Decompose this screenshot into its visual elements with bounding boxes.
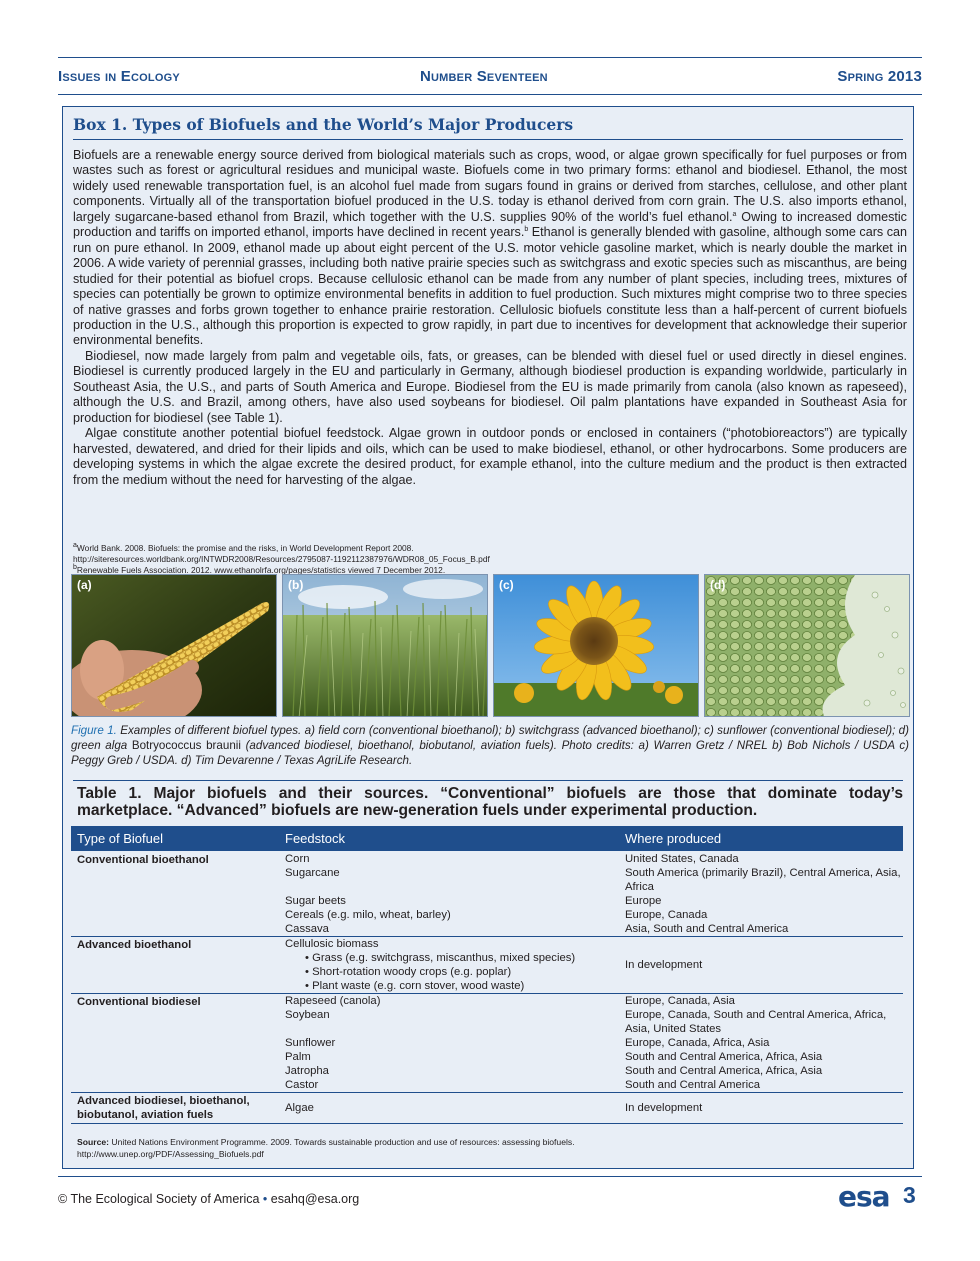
esa-logo: esa [838,1180,890,1213]
where-cell: Europe, Canada, Asia [625,995,735,1007]
photo-switchgrass [282,574,488,717]
journal-name: Issues in Ecology [58,68,180,85]
feedstock-cell [285,937,625,993]
box-title: Box 1. Types of Biofuels and the World’s Major Producers [73,115,574,134]
footnote-b-text: Renewable Fuels Association. 2012. www.ethanolrfa.org/pages/statistics viewed 7 December 2012. [76,565,446,576]
where-cell: South and Central America, Africa, Asia [625,1051,823,1063]
footnote-a-mark: a [73,542,77,550]
caption-text-1: Examples of different biofuel types. a) field corn (conventional bioethanol); b) switchgrass (advanced bioethanol); c) sunflower (conventional biodiesel); d) green alga [71,724,909,752]
table-group [71,852,903,937]
feedstock-cell: Palm [285,1051,311,1063]
photo-label-c: (c) [499,578,514,592]
source-label: Source: [77,1137,109,1147]
feedstock-cell: Jatropha [285,1065,329,1077]
feedstock-cell: Cassava [285,923,329,935]
switchgrass-image [283,575,488,717]
table-row [71,1036,903,1050]
photo-corn [71,574,277,717]
photo-sunflower [493,574,699,717]
photo-label-b: (b) [288,578,304,592]
col-where-header: Where produced [625,831,722,846]
source-url[interactable]: http://www.unep.org/PDF/Assessing_Biofuels.pdf [77,1148,264,1159]
feedstock-cell: Sugarcane [285,867,340,879]
where-cell: In development [625,1102,703,1114]
table-row [71,1078,903,1092]
box-1 [62,106,914,1169]
footnote-a-url[interactable]: http://siteresources.worldbank.org/INTWDR2008/Resources/2795087-1192112387976/WDR08_05_Focus_B.pdf [73,554,490,565]
footer-bullet: • [262,1192,268,1206]
biofuel-type: Conventional biodiesel [77,996,201,1008]
table-source [77,1137,903,1160]
where-cell: South and Central America, Africa, Asia [625,1065,823,1077]
alga-image [705,575,910,717]
feedstock-main: Cellulosic biomass [285,938,379,950]
table-group [71,937,903,994]
photo-label-d: (d) [710,578,726,592]
figure-label: Figure 1. [71,724,117,737]
caption-text-2: (advanced biodiesel, bioethanol, biobutanol, aviation fuels). Photo credits: a) Warren Gretz / NREL b) Bob Nichols / USDA c) Peggy Greb / USDA. d) Tim Devarenne / Texas AgriLife Research. [71,739,909,767]
biofuel-type: Advanced bioethanol [77,939,192,951]
running-header [58,68,922,88]
header-bottom-rule [58,94,922,95]
sunflower-image [494,575,699,717]
table-header [71,826,903,851]
footnotes [73,543,907,577]
box-body [73,148,907,488]
photo-label-a: (a) [77,578,92,592]
col-type-header: Type of Biofuel [77,831,163,846]
feedstock-cell: Sunflower [285,1037,336,1049]
where-cell: South and Central America [625,1079,761,1091]
footer-rule [58,1176,922,1177]
biofuel-type: Conventional bioethanol [77,854,209,866]
feedstock-cell: Sugar beets [285,895,346,907]
table-row [71,894,903,908]
table-row [71,1050,903,1064]
footnote-a-text: World Bank. 2008. Biofuels: the promise and the risks, in World Development Report 2008. [76,543,414,553]
col-feedstock-header: Feedstock [285,831,345,846]
paragraph-1-part-c: Ethanol is generally blended with gasoline, although some cars can run on pure ethanol. In 2009, ethanol made up about eight percent of the U.S. motor vehicle gasoline market, which is nearly double the market in 2006. A wide variety of perennial grasses, including both native prairie species such as switchgrass and exotic species such as miscanthus, are being studied for their potential as biofuel crops. Because cellulosic ethanol can be made from any number of plant species, including trees, mixtures of species can potentially be grown to optimize environmental benefits in addition to fuel production. Such mixtures might comprise two to three species of native grasses and forbs grown together to enhance prairie restoration. Cellulosic biofuels constitute less than a half-percent of current biofuels production in the U.S., although this proportion is expected to grow rapidly, in part due to incentives for development that acknowledge their superior environmental benefits. [73,225,907,348]
feedstock-bullet: • Plant waste (e.g. corn stover, wood waste) [305,980,525,992]
photo-green-alga [704,574,910,717]
table-title: Table 1. Major biofuels and their sources. “Conventional” biofuels are those that dominate today’s marketplace. “Advanced” biofuels are new-generation fuels under experimental production. [77,785,903,819]
table-body [71,852,903,1124]
issue-date: Spring 2013 [837,68,922,85]
biofuel-type: Advanced biodiesel, bioethanol, biobutanol, aviation fuels [77,1095,250,1121]
feedstock-cell: Rapeseed (canola) [285,995,381,1007]
footer-email[interactable]: esahq@esa.org [270,1192,360,1206]
source-text: United Nations Environment Programme. 2009. Towards sustainable production and use of resources: assessing biofuels. [109,1137,575,1147]
where-cell: South America (primarily Brazil), Central America, Asia, Africa [625,867,901,893]
table-row [71,866,903,894]
table-group [71,1093,903,1124]
copyright: © The Ecological Society of America [58,1192,260,1206]
corn-image [72,575,277,717]
page-number: 3 [903,1182,916,1208]
footnote-ref-b: b [524,226,529,234]
where-cell: Asia, South and Central America [625,923,789,935]
footnote-b-mark: b [73,564,77,572]
footer [58,1192,359,1206]
where-cell: Europe, Canada [625,909,708,921]
feedstock-cell: Cereals (e.g. milo, wheat, barley) [285,909,451,921]
where-cell: In development [625,959,703,971]
paragraph-3: Algae constitute another potential biofuel feedstock. Algae grown in outdoor ponds or enclosed in containers (“photobioreactors”) are typically harvested, dewatered, and dried for their lipids and oils, which can be used to make biodiesel, ethanol, or other hydrocarbons. Some producers are developing systems in which the algae excrete the desired product, for example ethanol, into the culture medium and the product is then extracted from the medium without the need for harvesting of the algae. [73,426,907,487]
caption-species: Botryococcus braunii [131,739,241,752]
feedstock-cell: Soybean [285,1009,330,1021]
paragraph-1-part-b: Owing to increased domestic production and tariffs on imported ethanol, imports have declined in recent years. [73,209,907,240]
table-row [71,1064,903,1078]
paragraph-1-part-a: Biofuels are a renewable energy source derived from biological materials such as crops, wood, or algae grown specifically for fuel purposes or from wastes such as forest or agricultural residues and municipal waste. Biofuels come in two primary forms: ethanol and biodiesel. Ethanol, the most widely used renewable transportation fuel, is an alcohol fuel made from sugars found in grains or derived from starches, cellulose, and other plant components. Virtually all of the transportation biofuel produced in the U.S. today is ethanol derived from corn grain. The U.S. also imports ethanol, largely sugarcane-based ethanol from Brazil, which together with the U.S. supplies 90% of the world’s fuel ethanol. [73,148,907,224]
table-row [71,1008,903,1036]
footnote-ref-a: a [732,210,737,218]
paragraph-1 [73,148,907,349]
where-cell: Europe [625,895,662,907]
table-row [71,908,903,922]
table-top-rule [73,780,903,781]
where-cell: Europe, Canada, Africa, Asia [625,1037,770,1049]
where-cell: Europe, Canada, South and Central America, Africa, Asia, United States [625,1009,887,1035]
footnote-a [73,543,907,554]
header-top-rule [58,57,922,58]
paragraph-2: Biodiesel, now made largely from palm and vegetable oils, fats, or greases, can be blended with diesel fuel or used directly in diesel engines. Biodiesel is currently produced largely in the EU and particularly in Germany, although biodiesel production is expanding worldwide, particularly in Southeast Asia, the U.S., and parts of South America and Europe. Biodiesel from the EU is made primarily from canola (also known as rapeseed), although the U.S. and Brazil, among others, have also used soybeans for biodiesel. Oil palm plantations have expanded in Southeast Asia for production for biodiesel (see Table 1). [73,348,907,425]
feedstock-bullet: • Short-rotation woody crops (e.g. poplar) [305,966,512,978]
feedstock-bullet: • Grass (e.g. switchgrass, miscanthus, mixed species) [305,952,576,964]
table-group [71,994,903,1093]
feedstock-cell: Castor [285,1079,319,1091]
table-row [71,922,903,936]
issue-number: Number Seventeen [420,68,548,85]
figure-caption [71,723,909,768]
feedstock-cell: Algae [285,1102,314,1114]
feedstock-cell: Corn [285,853,310,865]
where-cell: United States, Canada [625,853,739,865]
box-title-rule [73,139,903,140]
